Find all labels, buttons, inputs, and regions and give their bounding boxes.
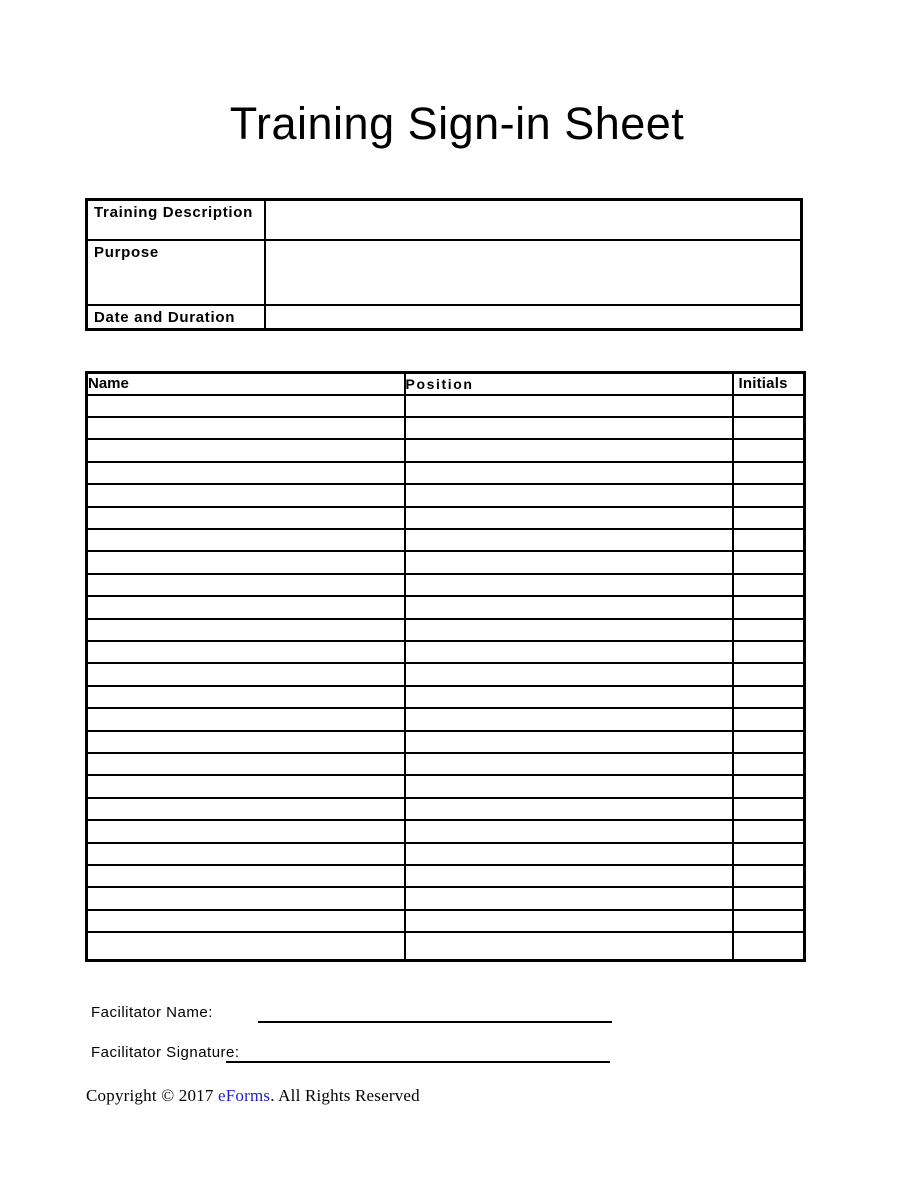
roster-row xyxy=(87,574,805,596)
roster-position-cell[interactable] xyxy=(405,798,733,820)
roster-position-cell[interactable] xyxy=(405,619,733,641)
roster-row xyxy=(87,798,805,820)
purpose-field[interactable] xyxy=(265,240,802,304)
roster-name-cell[interactable] xyxy=(87,439,405,461)
roster-row xyxy=(87,753,805,775)
roster-position-cell[interactable] xyxy=(405,439,733,461)
roster-initials-cell[interactable] xyxy=(733,619,805,641)
roster-position-cell[interactable] xyxy=(405,887,733,909)
roster-name-cell[interactable] xyxy=(87,887,405,909)
roster-row xyxy=(87,551,805,573)
roster-initials-cell[interactable] xyxy=(733,551,805,573)
roster-initials-cell[interactable] xyxy=(733,439,805,461)
roster-position-cell[interactable] xyxy=(405,641,733,663)
facilitator-signature-label: Facilitator Signature: xyxy=(91,1044,240,1061)
roster-position-cell[interactable] xyxy=(405,843,733,865)
roster-row xyxy=(87,843,805,865)
roster-row xyxy=(87,887,805,909)
roster-name-cell[interactable] xyxy=(87,753,405,775)
roster-row xyxy=(87,507,805,529)
roster-name-cell[interactable] xyxy=(87,686,405,708)
roster-header-row xyxy=(87,373,805,395)
roster-row xyxy=(87,686,805,708)
roster-name-cell[interactable] xyxy=(87,708,405,730)
roster-row xyxy=(87,775,805,797)
roster-position-cell[interactable] xyxy=(405,820,733,842)
roster-position-cell[interactable] xyxy=(405,932,733,960)
date-duration-label: Date and Duration xyxy=(87,305,266,330)
roster-name-cell[interactable] xyxy=(87,843,405,865)
roster-row xyxy=(87,708,805,730)
roster-initials-cell[interactable] xyxy=(733,731,805,753)
roster-row xyxy=(87,619,805,641)
roster-row xyxy=(87,439,805,461)
roster-position-cell[interactable] xyxy=(405,663,733,685)
roster-initials-cell[interactable] xyxy=(733,820,805,842)
eforms-link[interactable]: eForms xyxy=(218,1086,271,1105)
roster-header-name: Name xyxy=(87,373,405,395)
roster-position-cell[interactable] xyxy=(405,507,733,529)
roster-position-cell[interactable] xyxy=(405,753,733,775)
roster-initials-cell[interactable] xyxy=(733,663,805,685)
roster-position-cell[interactable] xyxy=(405,462,733,484)
roster-row xyxy=(87,462,805,484)
roster-row xyxy=(87,820,805,842)
roster-initials-cell[interactable] xyxy=(733,843,805,865)
roster-initials-cell[interactable] xyxy=(733,686,805,708)
info-row-training-description xyxy=(87,200,802,241)
roster-row xyxy=(87,731,805,753)
roster-body xyxy=(87,395,805,961)
copyright-prefix: Copyright © 2017 xyxy=(86,1086,219,1105)
roster-row xyxy=(87,865,805,887)
roster-position-cell[interactable] xyxy=(405,708,733,730)
roster-initials-cell[interactable] xyxy=(733,887,805,909)
roster-name-cell[interactable] xyxy=(87,529,405,551)
roster-position-cell[interactable] xyxy=(405,574,733,596)
roster-name-cell[interactable] xyxy=(87,932,405,960)
roster-position-cell[interactable] xyxy=(405,865,733,887)
roster-initials-cell[interactable] xyxy=(733,708,805,730)
roster-initials-cell[interactable] xyxy=(733,395,805,417)
roster-initials-cell[interactable] xyxy=(733,417,805,439)
roster-row xyxy=(87,663,805,685)
info-table xyxy=(85,198,803,331)
training-description-label: Training Description xyxy=(87,200,266,241)
roster-row xyxy=(87,932,805,960)
roster-name-cell[interactable] xyxy=(87,462,405,484)
roster-name-cell[interactable] xyxy=(87,507,405,529)
roster-name-cell[interactable] xyxy=(87,865,405,887)
roster-position-cell[interactable] xyxy=(405,596,733,618)
roster-position-cell[interactable] xyxy=(405,417,733,439)
training-description-field[interactable] xyxy=(265,200,802,241)
roster-position-cell[interactable] xyxy=(405,395,733,417)
roster-row xyxy=(87,484,805,506)
roster-position-cell[interactable] xyxy=(405,484,733,506)
roster-position-cell[interactable] xyxy=(405,551,733,573)
roster-initials-cell[interactable] xyxy=(733,596,805,618)
copyright-text xyxy=(86,1086,420,1106)
roster-row xyxy=(87,641,805,663)
page-title: Training Sign-in Sheet xyxy=(229,98,685,149)
roster-row xyxy=(87,910,805,932)
roster-initials-cell[interactable] xyxy=(733,529,805,551)
roster-initials-cell[interactable] xyxy=(733,462,805,484)
roster-name-cell[interactable] xyxy=(87,798,405,820)
roster-name-cell[interactable] xyxy=(87,596,405,618)
roster-table xyxy=(85,371,806,962)
roster-header-position: Position xyxy=(405,373,733,395)
roster-position-cell[interactable] xyxy=(405,910,733,932)
roster-row xyxy=(87,529,805,551)
roster-position-cell[interactable] xyxy=(405,686,733,708)
facilitator-signature-line[interactable] xyxy=(226,1061,610,1063)
roster-name-cell[interactable] xyxy=(87,663,405,685)
roster-row xyxy=(87,417,805,439)
roster-row xyxy=(87,596,805,618)
roster-initials-cell[interactable] xyxy=(733,574,805,596)
roster-name-cell[interactable] xyxy=(87,574,405,596)
roster-name-cell[interactable] xyxy=(87,820,405,842)
roster-name-cell[interactable] xyxy=(87,731,405,753)
roster-initials-cell[interactable] xyxy=(733,507,805,529)
roster-initials-cell[interactable] xyxy=(733,910,805,932)
roster-initials-cell[interactable] xyxy=(733,865,805,887)
roster-position-cell[interactable] xyxy=(405,529,733,551)
roster-name-cell[interactable] xyxy=(87,641,405,663)
facilitator-name-label: Facilitator Name: xyxy=(91,1004,213,1021)
facilitator-name-line[interactable] xyxy=(258,1021,612,1023)
info-row-date-duration xyxy=(87,305,802,330)
roster-initials-cell[interactable] xyxy=(733,775,805,797)
info-row-purpose xyxy=(87,240,802,304)
roster-position-cell[interactable] xyxy=(405,731,733,753)
roster-initials-cell[interactable] xyxy=(733,484,805,506)
roster-initials-cell[interactable] xyxy=(733,798,805,820)
roster-position-cell[interactable] xyxy=(405,775,733,797)
roster-initials-cell[interactable] xyxy=(733,932,805,960)
roster-name-cell[interactable] xyxy=(87,395,405,417)
roster-row xyxy=(87,395,805,417)
roster-header-initials: Initials xyxy=(733,373,805,395)
roster-initials-cell[interactable] xyxy=(733,753,805,775)
copyright-suffix: . All Rights Reserved xyxy=(270,1086,420,1105)
purpose-label: Purpose xyxy=(87,240,266,304)
roster-name-cell[interactable] xyxy=(87,417,405,439)
roster-name-cell[interactable] xyxy=(87,551,405,573)
roster-name-cell[interactable] xyxy=(87,619,405,641)
roster-name-cell[interactable] xyxy=(87,910,405,932)
date-duration-field[interactable] xyxy=(265,305,802,330)
roster-name-cell[interactable] xyxy=(87,775,405,797)
roster-name-cell[interactable] xyxy=(87,484,405,506)
roster-initials-cell[interactable] xyxy=(733,641,805,663)
